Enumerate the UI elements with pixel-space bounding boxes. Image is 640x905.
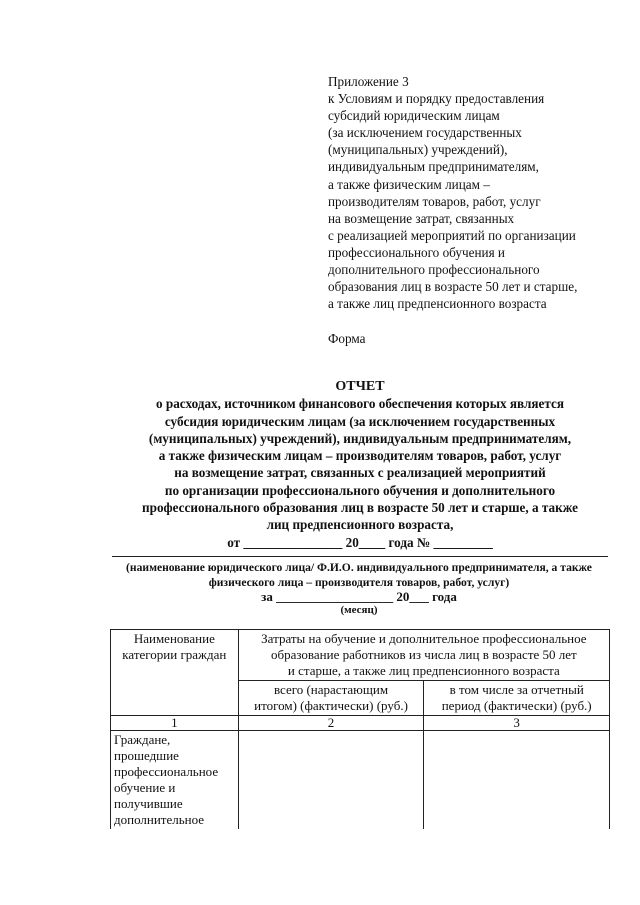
appendix-line: с реализацией мероприятий по организации [328, 227, 576, 243]
period-line: за __________________ 20___ года [261, 589, 457, 604]
table-header-row [111, 630, 610, 681]
header-period-line: период (фактически) (руб.) [441, 698, 592, 713]
period-caption: (месяц) [340, 604, 378, 616]
row-label-line: прошедшие [114, 748, 179, 763]
entity-caption-line: физического лица – производителя товаров, работ, услуг) [208, 576, 510, 589]
header-costs-line: и старше, а также лиц предпенсионного возраста [287, 663, 560, 678]
report-date-line: от _______________ 20____ года № _________ [227, 534, 493, 550]
header-costs-line: Затраты на обучение и дополнительное профессиональное [261, 631, 587, 646]
appendix-line: к Условиям и порядку предоставления [328, 91, 545, 107]
appendix-line: профессионального обучения и [328, 244, 505, 260]
column-number: 2 [238, 716, 424, 731]
header-category [111, 630, 239, 716]
appendix-line: (за исключением государственных [328, 125, 522, 141]
appendix-line: а также лиц предпенсионного возраста [328, 296, 547, 312]
appendix-header [328, 73, 628, 312]
header-total [238, 681, 424, 716]
table-row [111, 731, 610, 830]
header-category-line: категории граждан [122, 647, 227, 662]
header-period-line: в том числе за отчетный [449, 682, 584, 697]
report-title-line: по организации профессионального обучения и дополнительного [164, 482, 556, 498]
report-title-line: (муниципальных) учреждений), индивидуальным предпринимателям, [148, 430, 572, 446]
report-table [110, 629, 610, 829]
appendix-line: Приложение 3 [328, 74, 409, 89]
appendix-line: на возмещение затрат, связанных [328, 210, 515, 226]
entity-caption [104, 560, 614, 590]
appendix-line: а также физическим лицам – [328, 176, 490, 192]
report-title-block [90, 378, 630, 551]
row-label-line: профессиональное [114, 764, 219, 779]
appendix-line: индивидуальным предпринимателям, [328, 159, 539, 175]
header-period [424, 681, 610, 716]
appendix-line: субсидий юридическим лицам [328, 108, 500, 124]
entity-caption-line: (наименование юридического лица/ Ф.И.О. индивидуального предпринимателя, а также [126, 561, 592, 574]
form-label: Форма [328, 331, 366, 346]
report-title-line: субсидия юридическим лицам (за исключением государственных [164, 413, 556, 429]
row-label-line: обучение и [114, 780, 176, 795]
appendix-line: производителям товаров, работ, услуг [328, 193, 541, 209]
row-label-line: Граждане, [114, 732, 171, 747]
row-category-label [111, 731, 239, 830]
row-label-line: получившие [114, 796, 183, 811]
report-title-line: профессионального образования лиц в возрасте 50 лет и старше, а также [142, 500, 578, 516]
header-costs-group [238, 630, 609, 681]
row-period-cell[interactable] [424, 731, 610, 830]
report-title-line: о расходах, источником финансового обеспечения которых является [155, 396, 565, 412]
header-category-line: Наименование [133, 631, 215, 646]
report-title-line: а также физическим лицам – производителям товаров, работ, услуг [158, 448, 562, 464]
column-number-row [111, 716, 610, 731]
column-number: 1 [111, 716, 239, 731]
column-number: 3 [424, 716, 610, 731]
row-total-cell[interactable] [238, 731, 424, 830]
report-title-line: лиц предпенсионного возраста, [266, 517, 454, 533]
report-title-line: на возмещение затрат, связанных с реализацией мероприятий [174, 465, 546, 481]
row-label-line: дополнительное [114, 812, 205, 827]
entity-name-underline [112, 556, 608, 557]
header-total-line: всего (нарастающим [273, 682, 389, 697]
appendix-line: дополнительного профессионального [328, 262, 540, 278]
appendix-line: образования лиц в возрасте 50 лет и старше, [328, 279, 578, 295]
header-costs-line: образование работников из числа лиц в возрасте 50 лет [270, 647, 577, 662]
header-total-line: итогом) (фактически) (руб.) [254, 698, 408, 713]
appendix-line: (муниципальных) учреждений), [328, 142, 508, 158]
report-heading: ОТЧЕТ [335, 379, 385, 394]
